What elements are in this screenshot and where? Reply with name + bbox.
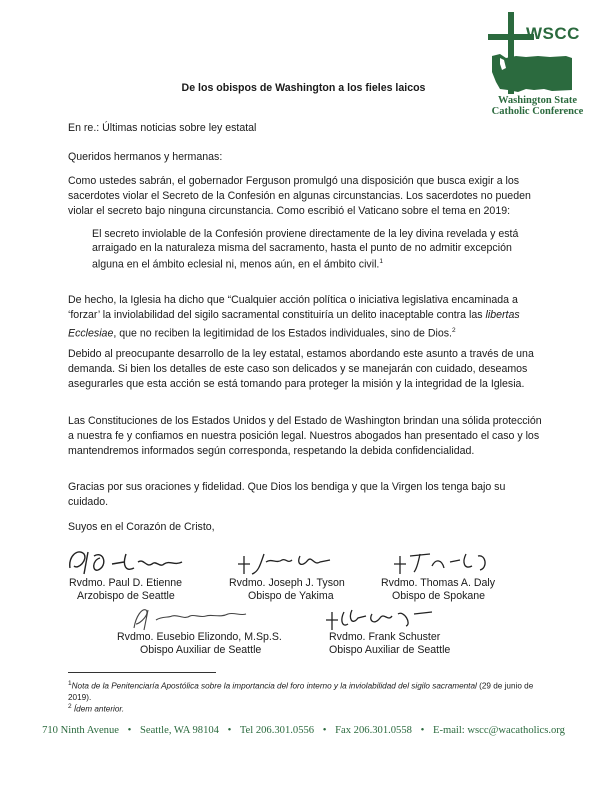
signatory-name-4: Rvdmo. Eusebio Elizondo, M.Sp.S. <box>117 631 282 643</box>
re-line: En re.: Últimas noticias sobre ley estatal <box>68 122 257 134</box>
signatory-name-3: Rvdmo. Thomas A. Daly <box>381 577 496 589</box>
footnote-ref-1: 1 <box>379 258 383 265</box>
footnote-1-rest: (29 de junio de 2019). <box>68 681 534 702</box>
footnote-1 <box>68 678 548 703</box>
signature-etienne <box>64 546 194 578</box>
signature-tyson <box>230 550 350 578</box>
paragraph-5: Gracias por sus oraciones y fidelidad. Que Dios los bendiga y que la Virgen los tenga bajo su cuidado. <box>68 481 506 508</box>
footer-separator: • <box>227 725 232 736</box>
vatican-quote <box>92 227 532 272</box>
logo-line-2: Catholic Conference <box>491 106 584 117</box>
signatory-name-5: Rvdmo. Frank Schuster <box>329 631 441 643</box>
signatory-name-1: Rvdmo. Paul D. Etienne <box>69 577 183 589</box>
footnote-2-number: 2 <box>68 703 72 710</box>
signatory-role-2: Obispo de Yakima <box>248 590 334 602</box>
letter-title: De los obispos de Washington a los fieles laicos <box>181 82 426 94</box>
signatory-role-1: Arzobispo de Seattle <box>77 590 175 602</box>
signature-daly <box>390 548 500 576</box>
signatory-name-2: Rvdmo. Joseph J. Tyson <box>229 577 345 589</box>
logo-acronym: WSCC <box>526 24 580 43</box>
paragraph-2-part-b: , que no reciben la legitimidad de los Estados individuales, sino de Dios. <box>113 327 452 340</box>
quote-text: El secreto inviolable de la Confesión proviene directamente de la ley divina revelada y está arraigado en la naturaleza misma del sacramento, hasta el punto de no admitir excepción alguna en el ámbito eclesial ni, menos aún, en el ámbito civil. <box>92 228 519 271</box>
footnote-2-italic: Ídem anterior. <box>73 704 125 714</box>
footer-address: 710 Ninth Avenue <box>42 725 119 736</box>
footer-fax: Fax 206.301.0558 <box>335 725 412 736</box>
greeting: Queridos hermanos y hermanas: <box>68 151 223 163</box>
paragraph-2-italic: libertas Ecclesiae <box>68 309 520 340</box>
footnote-1-italic: Nota de la Penitenciaría Apostólica sobre la importancia del foro interno y la inviolabilidad del sigilo sacramental <box>71 681 477 691</box>
footer-tel: Tel 206.301.0556 <box>239 725 315 736</box>
letterhead-footer <box>0 725 607 736</box>
signatory-role-5: Obispo Auxiliar de Seattle <box>329 644 451 656</box>
paragraph-1: Como ustedes sabrán, el gobernador Ferguson promulgó una disposición que busca exigir a los sacerdotes violar el Secreto de la Confesión en algunas circunstancias. Los sacerdotes no pueden violar el secreto bajo ninguna circunstancia. Como escribió el Vaticano sobre el tema en 2019: <box>68 175 531 217</box>
footer-separator: • <box>420 725 425 736</box>
logo-line-1: Washington State <box>497 95 578 106</box>
signatory-role-4: Obispo Auxiliar de Seattle <box>140 644 262 656</box>
footer-email[interactable]: E-mail: wscc@wacatholics.org <box>432 725 565 736</box>
closing: Suyos en el Corazón de Cristo, <box>68 521 215 533</box>
footer-separator: • <box>322 725 327 736</box>
paragraph-3: Debido al preocupante desarrollo de la ley estatal, estamos abordando este asunto a través de una demanda. Si bien los detalles de este caso son delicados y se manejarán con cuidado, deseamos asegurarles que esta acción se está tomando para proteger la misión y la integridad de la Iglesia. <box>68 348 534 390</box>
paragraph-2 <box>68 293 546 342</box>
paragraph-4: Las Constituciones de los Estados Unidos y del Estado de Washington brindan una sólida protección a nuestra fe y confiamos en nuestra posición legal. Nuestros abogados han presentado el caso y los mantendremos informados según corresponda, respetando la debida confidencialidad. <box>68 415 542 457</box>
footer-separator: • <box>127 725 132 736</box>
footnote-1-number: 1 <box>68 680 72 687</box>
logo-subtitle <box>480 95 595 117</box>
signatory-role-3: Obispo de Spokane <box>392 590 486 602</box>
footnote-2 <box>68 701 548 715</box>
footnote-ref-2: 2 <box>451 327 456 334</box>
footer-city: Seattle, WA 98104 <box>140 725 219 736</box>
signature-elizondo <box>128 604 258 634</box>
footnote-rule <box>68 672 216 673</box>
signature-schuster <box>322 604 452 634</box>
paragraph-2-part-a: De hecho, la Iglesia ha dicho que “Cualquier acción política o iniciativa legislativa encaminada a ‘forzar’ la inviolabilidad del sigilo sacramental constituiría un delito inaceptable contra las <box>68 294 518 321</box>
